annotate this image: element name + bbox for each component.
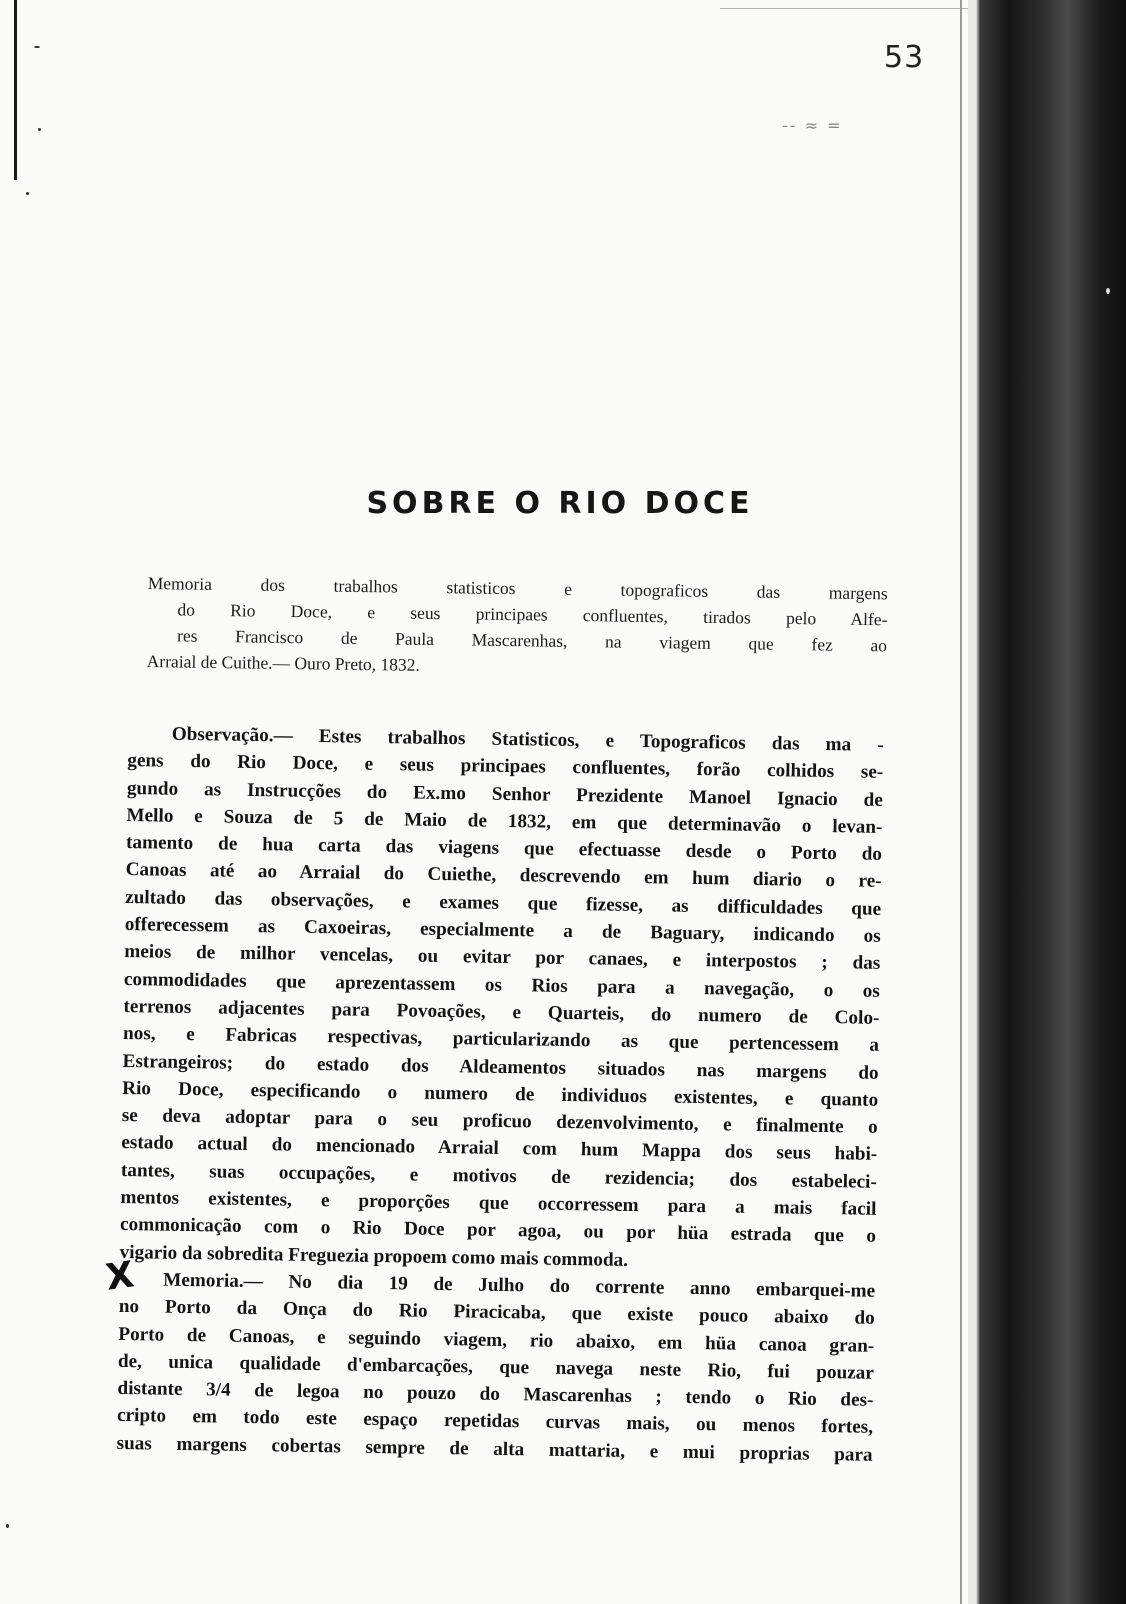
text-line: Porto de Canoas, e seguindo viagem, rio abaixo, em hüa canoa gran- bbox=[118, 1323, 875, 1357]
text-line: nos, e Fabricas respectivas, particularizando as que pertencessem a bbox=[122, 1023, 880, 1057]
page-edge bbox=[960, 0, 962, 1604]
text-line: suas margens cobertas sempre de alta mattaria, e mui proprias para bbox=[116, 1432, 873, 1466]
body-text bbox=[116, 720, 883, 1469]
heading-line: do Rio Doce, e seus principaes confluentes, tirados pelo Alfe- bbox=[177, 599, 888, 630]
heading-line: res Francisco de Paula Mascarenhas, na viagem que fez ao bbox=[176, 625, 888, 656]
handwritten-x-mark: X bbox=[103, 1254, 137, 1299]
text-line: Estrangeiros; do estado dos Aldeamentos situados nas margens do bbox=[122, 1050, 879, 1084]
text-line: gundo as Instrucções do Ex.mo Senhor Prezidente Manoel Ignacio de bbox=[126, 777, 884, 811]
binding-line bbox=[14, 0, 17, 180]
text-line: offerecessem as Caxoeiras, especialmente a de Baguary, indicando os bbox=[124, 914, 881, 947]
ink-speck bbox=[34, 46, 40, 48]
ink-speck bbox=[6, 1524, 9, 1528]
text-line: estado actual do mencionado Arraial com hum Mappa dos seus habi- bbox=[121, 1132, 878, 1166]
memoir-heading bbox=[147, 570, 888, 684]
heading-line: Arraial de Cuithe.— Ouro Preto, 1832. bbox=[146, 650, 420, 675]
text-line: Canoas até ao Arraial do Cuiethe, descrevendo em hum diario o re- bbox=[125, 859, 882, 893]
text-line: Observação.— Estes trabalhos Statisticos, e Topograficos das ma - bbox=[171, 723, 884, 756]
text-line: Mello e Souza de 5 de Maio de 1832, em que determinavão o levan- bbox=[126, 804, 883, 838]
book-spine bbox=[968, 0, 1126, 1604]
text-line: commodidades que aprezentassem os Rios para a navegação, o os bbox=[123, 968, 881, 1002]
text-line: distante 3/4 de legoa no pouzo do Mascarenhas ; tendo o Rio des- bbox=[117, 1378, 874, 1411]
ink-smudge: -- ≈ = bbox=[782, 116, 843, 135]
chapter-title: SOBRE O RIO DOCE bbox=[366, 486, 754, 521]
top-edge-line bbox=[720, 8, 970, 9]
text-line: zultado das observações, e exames que fizesse, as difficuldades que bbox=[125, 886, 882, 920]
text-line: Rio Doce, especificando o numero de individuos existentes, e quanto bbox=[122, 1077, 879, 1111]
text-line: commonicação com o Rio Doce por agoa, ou por hüa estrada que o bbox=[119, 1214, 877, 1248]
text-line: terrenos adjacentes para Povoações, e Quarteis, do numero de Colo- bbox=[123, 995, 880, 1029]
ink-speck bbox=[1106, 288, 1110, 294]
text-line: meios de milhor vencelas, ou evitar por canaes, e interpostos ; das bbox=[124, 941, 881, 975]
text-line: de, unica qualidade d'embarcações, que navega neste Rio, fui pouzar bbox=[117, 1350, 874, 1384]
text-line: no Porto da Onça do Rio Piracicaba, que existe pouco abaixo do bbox=[118, 1296, 875, 1330]
ink-speck bbox=[38, 128, 41, 131]
text-line: tamento de hua carta das viagens que efectuasse desde o Porto do bbox=[125, 832, 883, 866]
text-line: tantes, suas occupações, e motivos de rezidencia; dos estabeleci- bbox=[120, 1159, 877, 1193]
text-line: gens do Rio Doce, e seus principaes confluentes, forão colhidos se- bbox=[127, 750, 884, 784]
text-line: vigario da sobredita Freguezia propoem como mais commoda. bbox=[119, 1241, 629, 1271]
text-line: Memoria.— No dia 19 de Julho do corrente anno embarquei-me bbox=[163, 1269, 876, 1302]
text-line: se deva adoptar para o seu proficuo dezenvolvimento, e finalmente o bbox=[121, 1105, 878, 1138]
heading-line: Memoria dos trabalhos statisticos e topograficos das margens bbox=[147, 572, 888, 604]
ink-speck bbox=[26, 192, 29, 195]
text-line: mentos existentes, e proporções que occorressem para a mais facil bbox=[120, 1186, 877, 1220]
text-line: cripto em todo este espaço repetidas curvas mais, ou menos fortes, bbox=[116, 1405, 874, 1439]
page-number: 53 bbox=[884, 40, 925, 75]
